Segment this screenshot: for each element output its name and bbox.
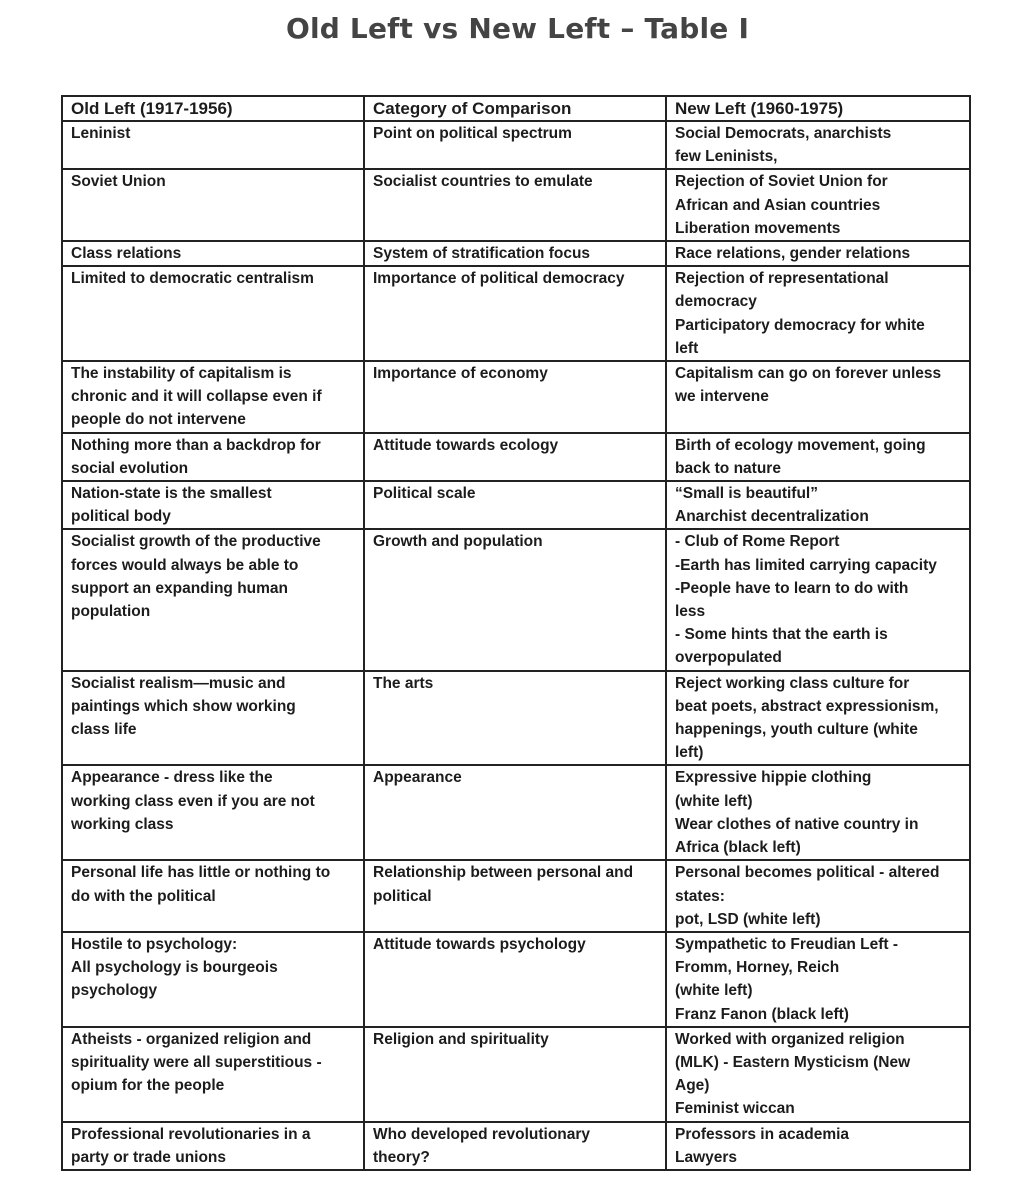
table-row <box>62 1027 970 1122</box>
new-left-cell <box>666 1122 970 1170</box>
cell-text-line: Attitude towards psychology <box>373 935 586 953</box>
cell-text-line: Fromm, Horney, Reich <box>675 959 840 977</box>
cell-text-line: Relationship between personal and <box>373 864 634 882</box>
cell-text-line: Socialist growth of the productive <box>71 533 321 551</box>
cell-text-line: Growth and population <box>373 533 543 551</box>
cell-text-line: Africa (black left) <box>675 839 801 857</box>
header-new-left: New Left (1960-1975) <box>666 96 970 121</box>
old-left-cell <box>62 932 364 1027</box>
cell-text-line: social evolution <box>71 459 189 477</box>
table-row <box>62 765 970 860</box>
table-row <box>62 433 970 481</box>
cell-text-line: Professional revolutionaries in a <box>71 1125 311 1143</box>
category-cell <box>364 121 666 169</box>
cell-text-line: Expressive hippie clothing <box>675 769 872 787</box>
cell-text-line: political body <box>71 508 171 526</box>
new-left-cell <box>666 860 970 932</box>
category-cell <box>364 765 666 860</box>
table-row <box>62 169 970 241</box>
cell-text-line: political <box>373 887 432 905</box>
cell-text-line: Professors in academia <box>675 1125 850 1143</box>
new-left-cell <box>666 121 970 169</box>
cell-text-line: African and Asian countries <box>675 196 881 214</box>
table-row <box>62 1122 970 1170</box>
cell-text-line: Sympathetic to Freudian Left - <box>675 935 899 953</box>
old-left-cell <box>62 1122 364 1170</box>
table-row <box>62 266 970 361</box>
cell-text-line: (white left) <box>675 982 753 1000</box>
cell-text-line: less <box>675 603 706 621</box>
new-left-cell <box>666 765 970 860</box>
new-left-cell <box>666 932 970 1027</box>
cell-text-line: left <box>675 339 699 357</box>
cell-text-line: do with the political <box>71 887 216 905</box>
cell-text-line: Hostile to psychology: <box>71 935 238 953</box>
category-cell <box>364 671 666 766</box>
cell-text-line: Importance of political democracy <box>373 270 625 288</box>
category-cell <box>364 361 666 433</box>
cell-text-line: population <box>71 603 151 621</box>
cell-text-line: System of stratification focus <box>373 245 591 263</box>
cell-text-line: - Some hints that the earth is <box>675 626 888 644</box>
cell-text-line: Liberation movements <box>675 219 841 237</box>
cell-text-line: working class <box>71 815 174 833</box>
cell-text-line: Feminist wiccan <box>675 1100 795 1118</box>
cell-text-line: Capitalism can go on forever unless <box>675 365 942 383</box>
cell-text-line: back to nature <box>675 459 781 477</box>
old-left-cell <box>62 860 364 932</box>
category-cell <box>364 529 666 670</box>
new-left-cell <box>666 361 970 433</box>
cell-text-line: Class relations <box>71 245 182 263</box>
cell-text-line: working class even if you are not <box>71 792 315 810</box>
table-row <box>62 671 970 766</box>
cell-text-line: Race relations, gender relations <box>675 245 911 263</box>
cell-text-line: Atheists - organized religion and <box>71 1030 312 1048</box>
cell-text-line: All psychology is bourgeois <box>71 959 278 977</box>
cell-text-line: few Leninists, <box>675 148 778 166</box>
page-title: Old Left vs New Left – Table I <box>285 12 750 45</box>
cell-text-line: Age) <box>675 1077 710 1095</box>
cell-text-line: Appearance - dress like the <box>71 769 273 787</box>
cell-text-line: Importance of economy <box>373 365 548 383</box>
cell-text-line: Religion and spirituality <box>373 1030 549 1048</box>
cell-text-line: Reject working class culture for <box>675 674 910 692</box>
cell-text-line: Anarchist decentralization <box>675 508 869 526</box>
table-row <box>62 529 970 670</box>
cell-text-line: beat poets, abstract expressionism, <box>675 697 939 715</box>
new-left-cell <box>666 481 970 529</box>
new-left-cell <box>666 433 970 481</box>
cell-text-line: (white left) <box>675 792 753 810</box>
table-row <box>62 860 970 932</box>
cell-text-line: forces would always be able to <box>71 556 299 574</box>
new-left-cell <box>666 671 970 766</box>
cell-text-line: psychology <box>71 982 158 1000</box>
cell-text-line: Socialist countries to emulate <box>373 173 593 191</box>
cell-text-line: overpopulated <box>675 649 782 667</box>
table-header-row <box>62 96 970 121</box>
cell-text-line: Wear clothes of native country in <box>675 815 919 833</box>
old-left-cell <box>62 266 364 361</box>
cell-text-line: Rejection of Soviet Union for <box>675 173 888 191</box>
cell-text-line: Worked with organized religion <box>675 1030 905 1048</box>
cell-text-line: -Earth has limited carrying capacity <box>675 556 937 574</box>
cell-text-line: Social Democrats, anarchists <box>675 125 892 142</box>
cell-text-line: Participatory democracy for white <box>675 316 925 334</box>
cell-text-line: states: <box>675 887 725 905</box>
category-cell <box>364 241 666 266</box>
cell-text-line: The instability of capitalism is <box>71 365 292 383</box>
cell-text-line: Limited to democratic centralism <box>71 270 314 288</box>
cell-text-line: Leninist <box>71 125 131 142</box>
cell-text-line: paintings which show working <box>71 697 296 715</box>
header-category: Category of Comparison <box>364 96 666 121</box>
cell-text-line: Birth of ecology movement, going <box>675 436 926 454</box>
category-cell <box>364 169 666 241</box>
cell-text-line: left) <box>675 744 704 762</box>
cell-text-line: (MLK) - Eastern Mysticism (New <box>675 1053 911 1071</box>
category-cell <box>364 1027 666 1122</box>
cell-text-line: happenings, youth culture (white <box>675 721 918 739</box>
new-left-cell <box>666 529 970 670</box>
category-cell <box>364 481 666 529</box>
cell-text-line: Nation-state is the smallest <box>71 485 272 503</box>
cell-text-line: Nothing more than a backdrop for <box>71 436 321 454</box>
cell-text-line: opium for the people <box>71 1077 225 1095</box>
new-left-cell <box>666 169 970 241</box>
cell-text-line: Lawyers <box>675 1148 738 1166</box>
cell-text-line: Soviet Union <box>71 173 166 191</box>
table-row <box>62 121 970 169</box>
cell-text-line: theory? <box>373 1148 430 1166</box>
category-cell <box>364 433 666 481</box>
category-cell <box>364 860 666 932</box>
cell-text-line: spirituality were all superstitious - <box>71 1053 322 1071</box>
cell-text-line: democracy <box>675 293 757 311</box>
cell-text-line: people do not intervene <box>71 411 246 429</box>
cell-text-line: The arts <box>373 674 434 692</box>
cell-text-line: pot, LSD (white left) <box>675 910 821 928</box>
comparison-table <box>61 95 971 1171</box>
table-row <box>62 932 970 1027</box>
category-cell <box>364 266 666 361</box>
cell-text-line: Appearance <box>373 769 462 787</box>
header-old-left: Old Left (1917-1956) <box>62 96 364 121</box>
old-left-cell <box>62 361 364 433</box>
cell-text-line: Personal becomes political - altered <box>675 864 940 882</box>
cell-text-line: party or trade unions <box>71 1148 227 1166</box>
table-row <box>62 241 970 266</box>
cell-text-line: chronic and it will collapse even if <box>71 388 322 406</box>
cell-text-line: -People have to learn to do with <box>675 579 909 597</box>
new-left-cell <box>666 266 970 361</box>
cell-text-line: Attitude towards ecology <box>373 436 559 454</box>
cell-text-line: we intervene <box>675 388 769 406</box>
cell-text-line: Who developed revolutionary <box>373 1125 591 1143</box>
old-left-cell <box>62 765 364 860</box>
old-left-cell <box>62 481 364 529</box>
cell-text-line: Point on political spectrum <box>373 125 572 142</box>
old-left-cell <box>62 241 364 266</box>
new-left-cell <box>666 241 970 266</box>
cell-text-line: - Club of Rome Report <box>675 533 840 551</box>
old-left-cell <box>62 121 364 169</box>
old-left-cell <box>62 529 364 670</box>
cell-text-line: support an expanding human <box>71 579 289 597</box>
table-row <box>62 481 970 529</box>
cell-text-line: class life <box>71 721 137 739</box>
old-left-cell <box>62 169 364 241</box>
cell-text-line: Franz Fanon (black left) <box>675 1005 849 1023</box>
cell-text-line: Personal life has little or nothing to <box>71 864 331 882</box>
old-left-cell <box>62 433 364 481</box>
cell-text-line: Rejection of representational <box>675 270 889 288</box>
cell-text-line: Political scale <box>373 485 476 503</box>
cell-text-line: Socialist realism—music and <box>71 674 286 692</box>
old-left-cell <box>62 671 364 766</box>
old-left-cell <box>62 1027 364 1122</box>
table-row <box>62 361 970 433</box>
cell-text-line: “Small is beautiful” <box>675 485 818 503</box>
category-cell <box>364 1122 666 1170</box>
new-left-cell <box>666 1027 970 1122</box>
category-cell <box>364 932 666 1027</box>
